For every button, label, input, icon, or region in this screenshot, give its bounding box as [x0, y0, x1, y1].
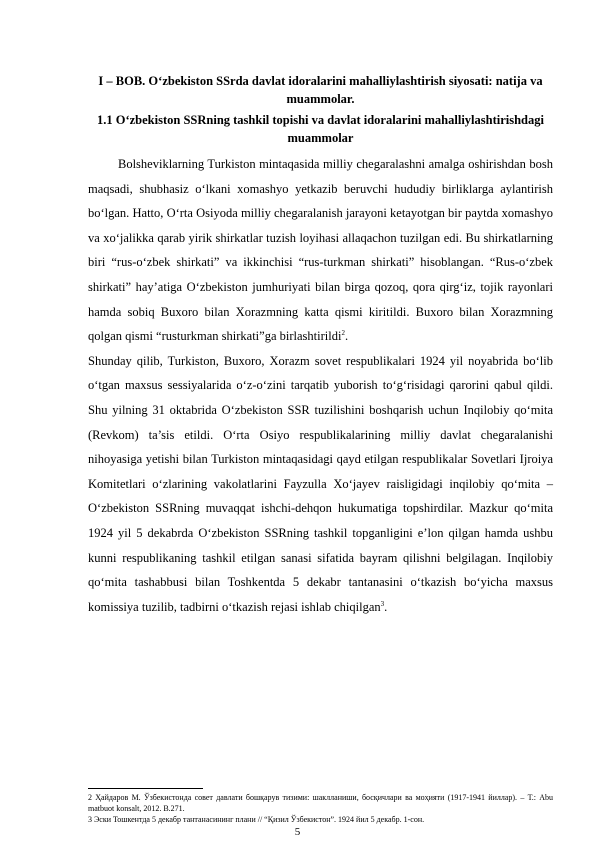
footnotes — [88, 788, 553, 825]
footnote-2: 2 Ҳайдаров М. Ўзбекистонда совет давлати бошқарув тизими: шаклланиши, босқичлари ва моҳияти (1917-1941 йиллар). – Т.: Abu matbuot konsalt, 2012. В.271. — [88, 793, 553, 813]
footnote-ref-2[interactable]: 2 — [341, 329, 345, 337]
paragraph-1: Bolsheviklarning Turkiston mintaqasida milliy chegaralashni amalga oshirishdan bosh maqsadi, shubhasiz o‘lkani xomashyo yetkazib beruvchi hududiy birliklarga aylantirish bo‘lgan. Hatto, O‘rta Osiyoda milliy chegaralanish jarayoni ketayotgan bir paytda xomashyo va xo‘jalikka qarab yirik shirkatlar tuzish loyihasi allaqachon tuzilgan edi. Bu shirkatlarning biri “rus-o‘zbek shirkati” va ikkinchisi “rus-turkman shirkati” hisoblangan. “Rus-o‘zbek shirkati” hay’atiga O‘zbekiston jumhuriyati bilan birga qozoq, qora qirg‘iz, tojik rayonlari hamda sobiq Buxoro bilan Xorazmning katta qismi kiritildi. Buxoro bilan Xorazmning qolgan qismi “rusturkman shirkati”ga birlashtirildi$^2$. — [88, 157, 553, 344]
paragraph-2: Shunday qilib, Turkiston, Buxoro, Xorazm sovet respublikalari 1924 yil noyabrida bo‘lib o‘tgan maxsus sessiyalarida o‘z-o‘zini tarqatib yuborish to‘g‘risidagi qarorini qabul qildi. Shu yilning 31 oktabrida O‘zbekiston SSR tuzilishini boshqarish uchun Inqilobiy qo‘mita (Revkom) ta’sis etildi. O‘rta Osiyo respublikalarining milliy davlat chegaralanishi nihoyasiga yetishi bilan Turkiston mintaqasidagi qayd etilgan respublikalar Sovetlari Ijroiya Komitetlari o‘zlarining vakolatlarini Fayzulla Xo‘jayev raisligidagi inqilobiy qo‘mita – O‘zbekiston SSRning muvaqqat ishchi-dehqon hukumatiga topshirdilar. Mazkur qo‘mita 1924 yil 5 dekabrda O‘zbekiston SSRning tashkil topganligini e’lon qilgan hamda ushbu kunni respublikaning tashkil etilgan sanasi sifatida bayram qilishni belgilagan. Inqilobiy qo‘mita tashabbusi bilan Toshkentda 5 dekabr tantanasini o‘tkazish bo‘yicha maxsus komissiya tuzilib, tadbirni o‘tkazish rejasi ishlab chiqilgan$^3$. — [88, 353, 553, 614]
document-body — [88, 72, 553, 619]
paragraph-2-text: Shunday qilib, Turkiston, Buxoro, Xorazm sovet respublikalari 1924 yil noyabrida bo‘lib o‘tgan maxsus sessiyalarida o‘z-o‘zini tarqatib yuborish to‘g‘risidagi qarorini qabul qildi. Shu yilning 31 oktabrida O‘zbekiston SSR tuzilishini boshqarish uchun Inqilobiy qo‘mita (Revkom) ta’sis etildi. O‘rta Osiyo respublikalarining milliy davlat chegaralanishi nihoyasiga yetishi bilan Turkiston mintaqasidagi qayd etilgan respublikalar Sovetlari Ijroiya Komitetlari o‘zlarining vakolatlarini Fayzulla Xo‘jayev raisligidagi inqilobiy qo‘mita – O‘zbekiston SSRning muvaqqat ishchi-dehqon hukumatiga topshirdilar. Mazkur qo‘mita 1924 yil 5 dekabrda O‘zbekiston SSRning tashkil topganligini e’lon qilgan hamda ushbu kunni respublikaning tashkil etilgan sanasi sifatida bayram qilishni belgilagan. Inqilobiy qo‘mita tashabbusi bilan Toshkentda 5 dekabr tantanasini o‘tkazish bo‘yicha maxsus komissiya tuzilib, tadbirni o‘tkazish rejasi ishlab chiqilgan — [88, 353, 553, 614]
footnote-divider — [88, 788, 203, 789]
page-number: 5 — [294, 826, 301, 838]
chapter-title: I – BOB. O‘zbekiston SSrda davlat idoralarini mahalliylashtirish siyosati: natija va muammolar. — [98, 74, 543, 106]
footnote-ref-3[interactable]: 3 — [380, 599, 385, 608]
paragraph-1-text: Bolsheviklarning Turkiston mintaqasida milliy chegaralashni amalga oshirishdan bosh maqsadi, shubhasiz o‘lkani xomashyo yetkazib beruvchi hududiy birliklarga aylantirish bo‘lgan. Hatto, O‘rta Osiyoda milliy chegaralanish jarayoni ketayotgan bir paytda xomashyo va xo‘jalikka qarab yirik shirkatlar tuzish loyihasi allaqachon tuzilgan edi. Bu shirkatlarning biri “rus-o‘zbek shirkati” va ikkinchisi “rus-turkman shirkati” hisoblangan. “Rus-o‘zbek shirkati” hay’atiga O‘zbekiston jumhuriyati bilan birga qozoq, qora qirg‘iz, tojik rayonlari hamda sobiq Buxoro bilan Xorazmning katta qismi kiritildi. Buxoro bilan Xorazmning qolgan qismi “rusturkman shirkati”ga birlashtirildi — [88, 157, 553, 344]
footnote-3: 3 Эски Тошкентда 5 декабр тантанасининг плани // “Қизил Ўзбекистон”. 1924 йил 5 декабр. 1-сон. — [88, 815, 425, 824]
section-title: 1.1 O‘zbekiston SSRning tashkil topishi va davlat idoralarini mahalliylashtirishdagi muammolar — [97, 113, 544, 145]
